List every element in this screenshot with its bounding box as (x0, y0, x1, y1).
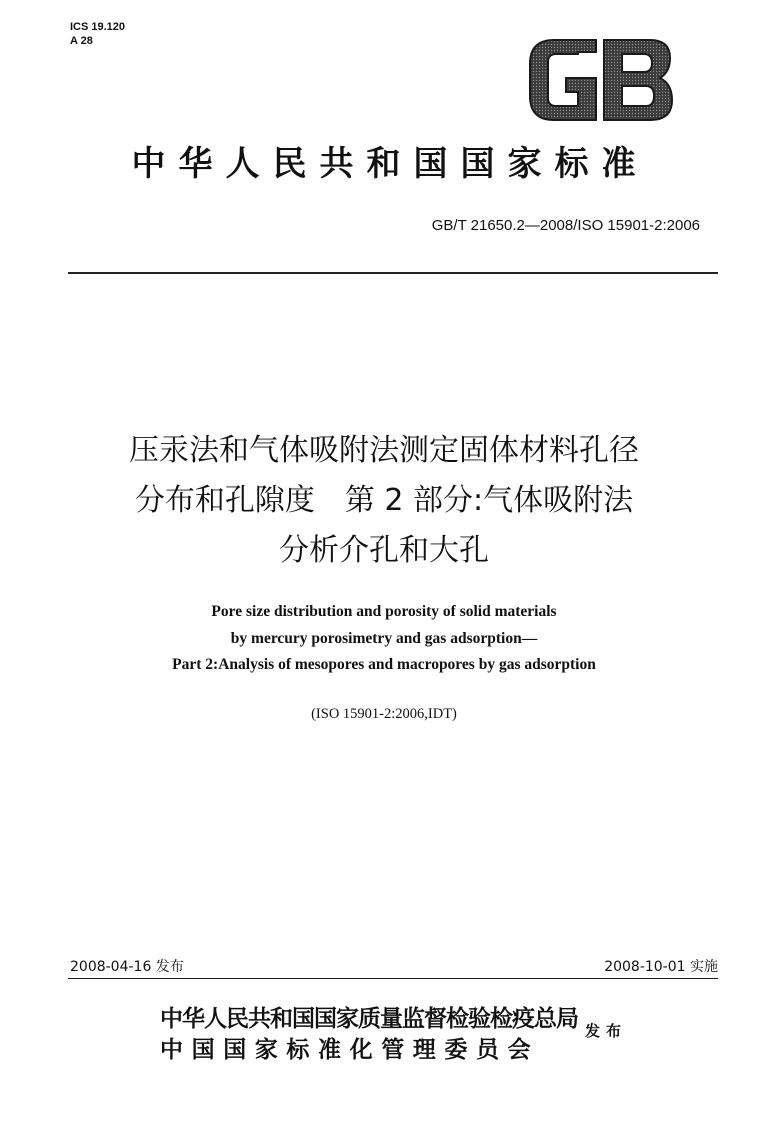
chinese-title-line-2: 分布和孔隙度 第 2 部分:气体吸附法 (134, 483, 634, 518)
divider-bottom (68, 978, 718, 979)
english-title-line-1: Pore size distribution and porosity of solid materials (211, 603, 557, 620)
national-standard-title: 中华人民共和国国家标准 (131, 144, 649, 184)
issuer-sac: 中国国家标准化管理委员会 (160, 1036, 540, 1063)
publish-label: 发布 (585, 1022, 628, 1040)
ccs-code: A 28 (70, 35, 93, 47)
chinese-title (40, 426, 728, 576)
chinese-title-line-1: 压汞法和气体吸附法测定固体材料孔径 (129, 433, 639, 468)
issue-date: 2008-04-16 发布 (70, 959, 184, 975)
classification-codes (70, 20, 125, 48)
gb-logo-icon (526, 34, 676, 126)
chinese-title-line-3: 分析介孔和大孔 (279, 533, 489, 568)
issuer-aqsiq: 中华人民共和国国家质量监督检验检疫总局 (160, 1005, 578, 1032)
iso-reference: (ISO 15901-2:2006,IDT) (311, 706, 457, 722)
ics-code: ICS 19.120 (70, 21, 126, 33)
english-title (40, 599, 728, 679)
english-title-line-3: Part 2:Analysis of mesopores and macropores by gas adsorption (172, 656, 596, 673)
english-title-line-2: by mercury porosimetry and gas adsorption— (230, 629, 538, 647)
divider-top (68, 272, 718, 274)
implementation-date: 2008-10-01 实施 (604, 959, 718, 975)
standard-code: GB/T 21650.2—2008/ISO 15901-2:2006 (431, 217, 700, 234)
